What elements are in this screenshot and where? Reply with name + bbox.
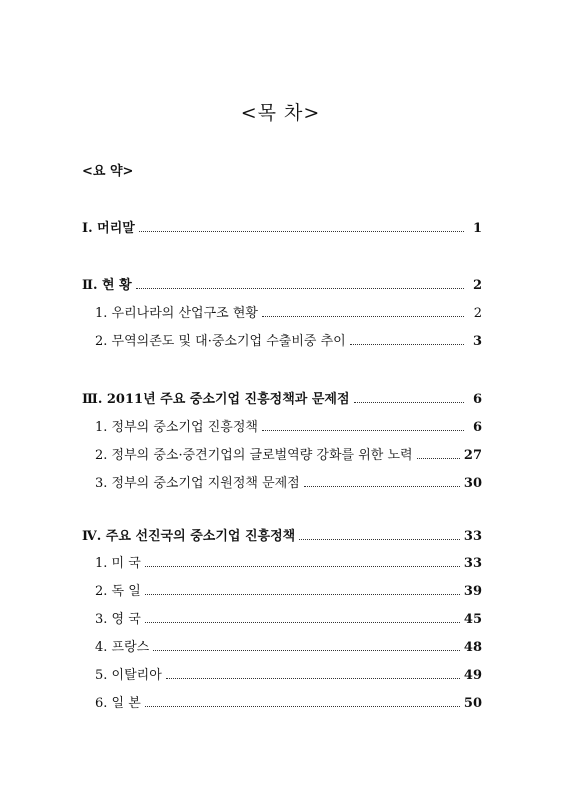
toc-entry-4-1[interactable] <box>95 552 482 571</box>
toc-entry-page: 2 <box>472 278 482 293</box>
toc-entry-page: 49 <box>463 668 482 683</box>
toc-entry-label: 2. 무역의존도 및 대·중소기업 수출비중 추이 <box>95 334 346 349</box>
toc-entry-page: 3 <box>472 334 482 349</box>
dot-leader <box>262 429 464 431</box>
toc-entry-page: 45 <box>463 612 482 627</box>
dot-leader <box>354 401 464 403</box>
toc-entry-label: 1. 우리나라의 산업구조 현황 <box>95 306 258 321</box>
toc-entry-label: 2. 정부의 중소·중견기업의 글로벌역량 강화를 위한 노력 <box>95 448 413 463</box>
toc-entry-4-5[interactable] <box>95 664 482 683</box>
dot-leader <box>350 343 464 345</box>
toc-entry-2-1[interactable] <box>95 302 482 321</box>
toc-entry-label: 5. 이탈리아 <box>95 668 162 683</box>
toc-entry-label: 2. 독 일 <box>95 584 141 599</box>
toc-entry-page: 6 <box>472 392 482 407</box>
toc-entry-page: 1 <box>472 221 482 236</box>
toc-entry-3-2[interactable] <box>95 444 482 463</box>
toc-entry-4-3[interactable] <box>95 608 482 627</box>
toc-entry-label: Ⅳ. 주요 선진국의 중소기업 진흥정책 <box>82 529 296 544</box>
toc-entry-label: Ⅱ. 현 황 <box>82 278 132 293</box>
dot-leader <box>139 230 464 232</box>
toc-entry-label: Ⅲ. 2011년 주요 중소기업 진흥정책과 문제점 <box>82 392 350 407</box>
dot-leader <box>262 315 464 317</box>
toc-entry-section-2[interactable] <box>82 274 482 293</box>
dot-leader <box>145 705 460 707</box>
toc-entry-page: 33 <box>463 529 482 544</box>
dot-leader <box>145 565 460 567</box>
toc-entry-page: 30 <box>463 476 482 491</box>
dot-leader <box>145 621 460 623</box>
toc-entry-label: 1. 정부의 중소기업 진흥정책 <box>95 420 258 435</box>
toc-entry-page: 50 <box>463 696 482 711</box>
dot-leader <box>299 538 460 540</box>
toc-entry-section-3[interactable] <box>82 388 482 407</box>
toc-entry-page: 39 <box>463 584 482 599</box>
toc-entry-page: 27 <box>463 448 482 463</box>
summary-heading: <요 약> <box>82 164 134 179</box>
toc-entry-label: 3. 영 국 <box>95 612 141 627</box>
dot-leader <box>166 677 460 679</box>
dot-leader <box>136 287 464 289</box>
toc-entry-3-1[interactable] <box>95 416 482 435</box>
toc-entry-4-4[interactable] <box>95 636 482 655</box>
dot-leader <box>417 457 460 459</box>
toc-entry-label: 1. 미 국 <box>95 556 141 571</box>
toc-entry-label: Ⅰ. 머리말 <box>82 221 135 236</box>
toc-entry-page: 48 <box>463 640 482 655</box>
toc-entry-label: 3. 정부의 중소기업 지원정책 문제점 <box>95 476 300 491</box>
toc-entry-4-6[interactable] <box>95 692 482 711</box>
toc-entry-page: 2 <box>473 306 482 321</box>
toc-entry-section-1[interactable] <box>82 217 482 236</box>
toc-entry-3-3[interactable] <box>95 472 482 491</box>
dot-leader <box>304 485 460 487</box>
toc-entry-section-4[interactable] <box>82 525 482 544</box>
dot-leader <box>145 593 460 595</box>
toc-entry-label: 4. 프랑스 <box>95 640 150 655</box>
toc-entry-label: 6. 일 본 <box>95 696 141 711</box>
toc-entry-page: 33 <box>463 556 482 571</box>
toc-entry-4-2[interactable] <box>95 580 482 599</box>
toc-entry-2-2[interactable] <box>95 330 482 349</box>
toc-title: <목 차> <box>240 102 321 124</box>
dot-leader <box>153 649 460 651</box>
toc-entry-page: 6 <box>472 420 482 435</box>
